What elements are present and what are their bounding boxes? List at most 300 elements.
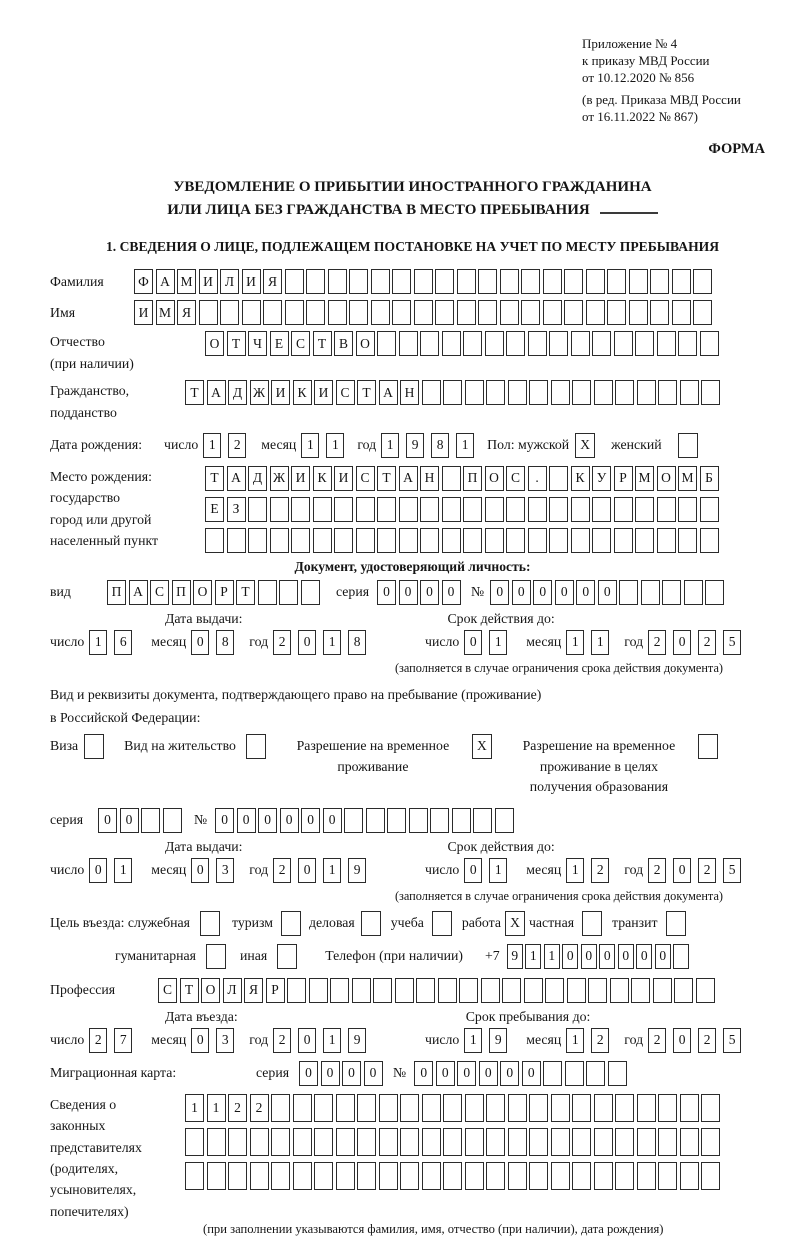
char-cell[interactable] [377,528,396,553]
char-cell[interactable] [631,978,650,1003]
char-cell[interactable] [586,269,605,294]
char-cell[interactable] [399,497,418,522]
char-cell[interactable]: М [156,300,175,325]
char-cell[interactable] [399,331,418,356]
char-cell[interactable] [205,528,224,553]
char-cell[interactable] [641,580,660,605]
char-cell[interactable] [586,1061,605,1086]
char-cell[interactable]: А [227,466,246,491]
char-cell[interactable] [635,331,654,356]
char-cell[interactable] [270,528,289,553]
char-cell[interactable] [207,1128,226,1156]
char-cell[interactable] [551,1162,570,1190]
char-cell[interactable]: 2 [648,630,666,655]
purpose-study-checkbox[interactable] [432,911,452,936]
char-cell[interactable] [567,978,586,1003]
char-cell[interactable] [521,269,540,294]
char-cell[interactable] [465,1094,484,1122]
char-cell[interactable] [314,1094,333,1122]
char-cell[interactable]: С [158,978,177,1003]
char-cell[interactable]: 0 [562,944,578,969]
char-cell[interactable] [637,1094,656,1122]
char-cell[interactable] [422,1162,441,1190]
char-cell[interactable]: 0 [414,1061,433,1086]
char-cell[interactable] [571,331,590,356]
char-cell[interactable] [588,978,607,1003]
char-cell[interactable] [279,580,298,605]
char-cell[interactable]: 0 [479,1061,498,1086]
char-cell[interactable] [592,331,611,356]
char-cell[interactable] [508,380,527,405]
char-cell[interactable] [435,269,454,294]
char-cell[interactable]: У [592,466,611,491]
char-cell[interactable] [356,528,375,553]
char-cell[interactable]: 1 [591,630,609,655]
char-cell[interactable] [571,528,590,553]
char-cell[interactable] [373,978,392,1003]
char-cell[interactable]: 2 [648,858,666,883]
char-cell[interactable]: 1 [566,630,584,655]
char-cell[interactable]: 1 [203,433,221,458]
char-cell[interactable] [680,380,699,405]
char-cell[interactable] [658,380,677,405]
char-cell[interactable] [607,300,626,325]
char-cell[interactable]: Н [420,466,439,491]
char-cell[interactable] [452,808,471,833]
char-cell[interactable] [614,528,633,553]
char-cell[interactable]: 7 [114,1028,132,1053]
char-cell[interactable] [463,331,482,356]
char-cell[interactable]: З [227,497,246,522]
char-cell[interactable] [438,978,457,1003]
char-cell[interactable] [344,808,363,833]
char-cell[interactable] [400,1162,419,1190]
char-cell[interactable] [285,300,304,325]
char-cell[interactable] [672,269,691,294]
char-cell[interactable] [313,528,332,553]
char-cell[interactable]: Я [177,300,196,325]
char-cell[interactable] [163,808,182,833]
char-cell[interactable] [607,269,626,294]
char-cell[interactable]: Б [700,466,719,491]
char-cell[interactable] [678,497,697,522]
char-cell[interactable]: И [134,300,153,325]
char-cell[interactable]: 0 [89,858,107,883]
char-cell[interactable] [414,300,433,325]
char-cell[interactable]: 0 [298,630,316,655]
char-cell[interactable]: 0 [298,1028,316,1053]
char-cell[interactable] [357,1094,376,1122]
char-cell[interactable]: 0 [576,580,595,605]
char-cell[interactable] [551,1094,570,1122]
char-cell[interactable] [457,269,476,294]
purpose-tourism-checkbox[interactable] [281,911,301,936]
char-cell[interactable] [291,528,310,553]
char-cell[interactable] [442,497,461,522]
char-cell[interactable] [508,1162,527,1190]
char-cell[interactable] [608,1061,627,1086]
char-cell[interactable] [592,528,611,553]
char-cell[interactable]: 2 [591,858,609,883]
char-cell[interactable]: Я [244,978,263,1003]
char-cell[interactable] [465,1162,484,1190]
char-cell[interactable] [285,269,304,294]
char-cell[interactable] [549,466,568,491]
char-cell[interactable]: Р [215,580,234,605]
char-cell[interactable] [705,580,724,605]
char-cell[interactable] [485,528,504,553]
char-cell[interactable]: А [207,380,226,405]
char-cell[interactable] [258,580,277,605]
char-cell[interactable] [657,497,676,522]
char-cell[interactable]: 0 [436,1061,455,1086]
char-cell[interactable] [371,269,390,294]
char-cell[interactable] [684,580,703,605]
char-cell[interactable] [314,1128,333,1156]
char-cell[interactable]: 0 [636,944,652,969]
char-cell[interactable] [442,331,461,356]
char-cell[interactable]: 0 [420,580,439,605]
purpose-humanitarian-checkbox[interactable] [206,944,226,969]
char-cell[interactable] [658,1162,677,1190]
char-cell[interactable] [422,380,441,405]
char-cell[interactable] [594,1094,613,1122]
char-cell[interactable] [650,269,669,294]
char-cell[interactable]: И [199,269,218,294]
char-cell[interactable]: 8 [216,630,234,655]
char-cell[interactable]: 0 [191,858,209,883]
char-cell[interactable] [524,978,543,1003]
char-cell[interactable] [250,1162,269,1190]
char-cell[interactable]: С [356,466,375,491]
char-cell[interactable] [379,1162,398,1190]
char-cell[interactable] [432,911,452,936]
char-cell[interactable] [246,734,266,759]
char-cell[interactable] [486,1094,505,1122]
char-cell[interactable]: 9 [489,1028,507,1053]
char-cell[interactable] [582,911,602,936]
char-cell[interactable]: 3 [216,1028,234,1053]
char-cell[interactable]: М [177,269,196,294]
char-cell[interactable] [459,978,478,1003]
char-cell[interactable]: 0 [490,580,509,605]
char-cell[interactable]: 0 [364,1061,383,1086]
char-cell[interactable]: 2 [273,1028,291,1053]
char-cell[interactable]: 0 [301,808,320,833]
char-cell[interactable] [657,331,676,356]
char-cell[interactable]: Н [400,380,419,405]
char-cell[interactable]: 0 [191,1028,209,1053]
char-cell[interactable] [693,300,712,325]
char-cell[interactable] [528,528,547,553]
char-cell[interactable] [610,978,629,1003]
char-cell[interactable]: 3 [216,858,234,883]
char-cell[interactable]: 0 [655,944,671,969]
char-cell[interactable] [349,300,368,325]
char-cell[interactable]: Т [205,466,224,491]
char-cell[interactable] [673,944,689,969]
char-cell[interactable] [443,380,462,405]
char-cell[interactable]: 1 [89,630,107,655]
char-cell[interactable]: 2 [89,1028,107,1053]
char-cell[interactable]: И [291,466,310,491]
char-cell[interactable]: 1 [456,433,474,458]
char-cell[interactable] [371,300,390,325]
char-cell[interactable]: М [678,466,697,491]
char-cell[interactable]: А [399,466,418,491]
char-cell[interactable]: П [463,466,482,491]
char-cell[interactable] [680,1128,699,1156]
char-cell[interactable] [392,300,411,325]
char-cell[interactable] [361,911,381,936]
char-cell[interactable]: 0 [512,580,531,605]
char-cell[interactable] [330,978,349,1003]
char-cell[interactable] [185,1162,204,1190]
char-cell[interactable]: Р [614,466,633,491]
char-cell[interactable]: 1 [185,1094,204,1122]
char-cell[interactable] [549,497,568,522]
char-cell[interactable] [615,1128,634,1156]
char-cell[interactable] [228,1162,247,1190]
char-cell[interactable] [379,1128,398,1156]
char-cell[interactable] [400,1128,419,1156]
char-cell[interactable]: Т [357,380,376,405]
char-cell[interactable]: О [356,331,375,356]
char-cell[interactable]: 0 [258,808,277,833]
char-cell[interactable]: 0 [598,580,617,605]
char-cell[interactable] [328,269,347,294]
char-cell[interactable] [637,1162,656,1190]
char-cell[interactable]: Д [248,466,267,491]
char-cell[interactable]: . [528,466,547,491]
char-cell[interactable]: 9 [406,433,424,458]
char-cell[interactable] [594,1128,613,1156]
char-cell[interactable] [271,1128,290,1156]
char-cell[interactable] [545,978,564,1003]
char-cell[interactable] [457,300,476,325]
char-cell[interactable]: 0 [215,808,234,833]
char-cell[interactable] [313,497,332,522]
char-cell[interactable]: 5 [723,630,741,655]
char-cell[interactable]: 0 [191,630,209,655]
char-cell[interactable] [508,1128,527,1156]
char-cell[interactable]: О [485,466,504,491]
char-cell[interactable]: О [205,331,224,356]
char-cell[interactable] [529,1094,548,1122]
char-cell[interactable] [336,1128,355,1156]
char-cell[interactable] [336,1094,355,1122]
char-cell[interactable] [672,300,691,325]
char-cell[interactable] [485,497,504,522]
char-cell[interactable]: 5 [723,858,741,883]
char-cell[interactable] [442,528,461,553]
char-cell[interactable] [564,269,583,294]
char-cell[interactable] [242,300,261,325]
char-cell[interactable] [572,1162,591,1190]
char-cell[interactable] [478,269,497,294]
char-cell[interactable] [529,380,548,405]
char-cell[interactable]: Ф [134,269,153,294]
char-cell[interactable] [696,978,715,1003]
char-cell[interactable] [356,497,375,522]
char-cell[interactable]: Е [205,497,224,522]
char-cell[interactable] [430,808,449,833]
char-cell[interactable] [678,331,697,356]
char-cell[interactable] [422,1094,441,1122]
char-cell[interactable]: Ч [248,331,267,356]
char-cell[interactable]: 1 [326,433,344,458]
blank-underline[interactable] [600,199,658,214]
char-cell[interactable] [629,300,648,325]
char-cell[interactable] [185,1128,204,1156]
char-cell[interactable] [443,1094,462,1122]
char-cell[interactable]: 0 [618,944,634,969]
char-cell[interactable] [637,1128,656,1156]
char-cell[interactable] [586,300,605,325]
char-cell[interactable] [629,269,648,294]
char-cell[interactable] [594,380,613,405]
char-cell[interactable] [306,269,325,294]
char-cell[interactable] [635,497,654,522]
char-cell[interactable] [615,1162,634,1190]
char-cell[interactable] [680,1162,699,1190]
char-cell[interactable]: И [242,269,261,294]
char-cell[interactable]: М [635,466,654,491]
char-cell[interactable] [399,528,418,553]
char-cell[interactable] [500,300,519,325]
visa-checkbox[interactable] [84,734,104,759]
char-cell[interactable] [528,331,547,356]
char-cell[interactable] [486,1162,505,1190]
char-cell[interactable] [650,300,669,325]
char-cell[interactable]: С [336,380,355,405]
char-cell[interactable]: 0 [98,808,117,833]
char-cell[interactable] [485,331,504,356]
char-cell[interactable] [271,1162,290,1190]
char-cell[interactable] [564,300,583,325]
char-cell[interactable] [678,528,697,553]
char-cell[interactable] [366,808,385,833]
char-cell[interactable]: Е [270,331,289,356]
char-cell[interactable]: Т [313,331,332,356]
char-cell[interactable] [615,1094,634,1122]
char-cell[interactable] [206,944,226,969]
char-cell[interactable] [141,808,160,833]
char-cell[interactable] [314,1162,333,1190]
char-cell[interactable]: Я [263,269,282,294]
char-cell[interactable] [529,1128,548,1156]
char-cell[interactable] [495,808,514,833]
char-cell[interactable] [473,808,492,833]
char-cell[interactable]: 0 [323,808,342,833]
char-cell[interactable] [328,300,347,325]
char-cell[interactable] [220,300,239,325]
char-cell[interactable] [486,380,505,405]
char-cell[interactable]: 2 [648,1028,666,1053]
char-cell[interactable]: 0 [673,1028,691,1053]
char-cell[interactable]: 1 [489,630,507,655]
char-cell[interactable] [701,380,720,405]
char-cell[interactable]: X [472,734,492,759]
char-cell[interactable]: К [313,466,332,491]
char-cell[interactable]: К [293,380,312,405]
char-cell[interactable]: И [334,466,353,491]
char-cell[interactable]: 2 [250,1094,269,1122]
char-cell[interactable] [442,466,461,491]
char-cell[interactable]: 1 [114,858,132,883]
char-cell[interactable] [615,380,634,405]
char-cell[interactable] [619,580,638,605]
char-cell[interactable]: 1 [323,858,341,883]
char-cell[interactable] [551,1128,570,1156]
char-cell[interactable]: 5 [723,1028,741,1053]
char-cell[interactable] [506,497,525,522]
char-cell[interactable]: Ж [270,466,289,491]
char-cell[interactable] [502,978,521,1003]
char-cell[interactable]: 2 [698,858,716,883]
char-cell[interactable] [674,978,693,1003]
char-cell[interactable] [506,331,525,356]
char-cell[interactable] [543,269,562,294]
char-cell[interactable] [414,269,433,294]
char-cell[interactable]: 0 [342,1061,361,1086]
char-cell[interactable]: 1 [525,944,541,969]
char-cell[interactable] [387,808,406,833]
char-cell[interactable]: 0 [464,858,482,883]
char-cell[interactable] [336,1162,355,1190]
char-cell[interactable] [291,497,310,522]
char-cell[interactable]: О [657,466,676,491]
char-cell[interactable]: 1 [489,858,507,883]
char-cell[interactable]: С [506,466,525,491]
char-cell[interactable]: X [505,911,525,936]
char-cell[interactable] [508,1094,527,1122]
char-cell[interactable] [293,1162,312,1190]
char-cell[interactable] [228,1128,247,1156]
char-cell[interactable] [653,978,672,1003]
char-cell[interactable] [614,331,633,356]
char-cell[interactable]: 0 [377,580,396,605]
char-cell[interactable]: А [129,580,148,605]
char-cell[interactable]: 0 [399,580,418,605]
char-cell[interactable] [395,978,414,1003]
char-cell[interactable]: Л [220,269,239,294]
char-cell[interactable]: 0 [298,858,316,883]
char-cell[interactable] [271,1094,290,1122]
char-cell[interactable]: О [201,978,220,1003]
char-cell[interactable]: 0 [599,944,615,969]
char-cell[interactable]: 1 [323,630,341,655]
char-cell[interactable]: 2 [228,433,246,458]
char-cell[interactable]: 0 [464,630,482,655]
char-cell[interactable] [420,528,439,553]
char-cell[interactable] [309,978,328,1003]
purpose-private-checkbox[interactable] [582,911,602,936]
char-cell[interactable] [84,734,104,759]
char-cell[interactable] [377,331,396,356]
char-cell[interactable] [701,1094,720,1122]
char-cell[interactable]: 8 [348,630,366,655]
char-cell[interactable]: 0 [581,944,597,969]
char-cell[interactable]: 1 [464,1028,482,1053]
char-cell[interactable] [680,1094,699,1122]
char-cell[interactable] [263,300,282,325]
purpose-business-checkbox[interactable] [361,911,381,936]
purpose-other-checkbox[interactable] [277,944,297,969]
char-cell[interactable]: 0 [522,1061,541,1086]
char-cell[interactable] [614,497,633,522]
char-cell[interactable]: Т [185,380,204,405]
